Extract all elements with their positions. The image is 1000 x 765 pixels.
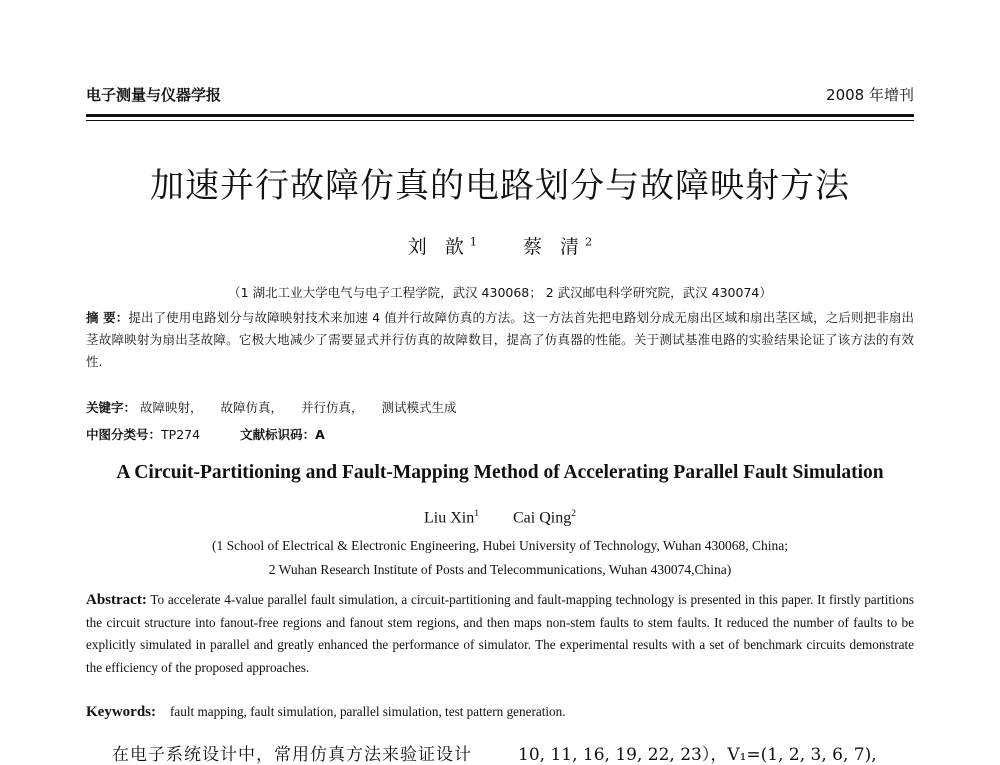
author-cn-1-sup: 1 xyxy=(469,234,477,249)
abstract-cn-text: 提出了使用电路划分与故障映射技术来加速 4 值并行故障仿真的方法。这一方法首先把电路划分成无扇出区域和扇出茎区域，之后则把非扇出茎故障映射为扇出茎故障。它极大地减少了需要显式并行仿真的故障数目，提高了仿真器的性能。关于测试基准电路的实验结果论证了该方法的有效性. xyxy=(86,310,914,369)
abstract-en-label: Abstract: xyxy=(86,592,147,608)
keywords-en-label: Keywords: xyxy=(86,704,156,720)
header-rule-thick xyxy=(86,114,914,117)
keywords-cn xyxy=(86,398,471,416)
abstract-cn xyxy=(86,307,914,373)
author-en-2-sup: 2 xyxy=(571,508,577,519)
classification-line xyxy=(86,425,325,443)
doc-code-value: A xyxy=(315,427,325,442)
abstract-en-text: To accelerate 4-value parallel fault simulation, a circuit-partitioning and fault-mapping technology is presented in this paper. It firstly partitions the circuit structure into fanout-free regions and fanout stem regions, and then maps non-stem faults to stem faults. It reduced the number of faults to be explicitly simulated in parallel and greatly enhanced the performance of simulator. The experimental results with a set of benchmark circuits demonstrate the efficiency of the proposed approaches. xyxy=(86,592,915,675)
authors-cn xyxy=(0,232,1000,259)
header-rule-thin xyxy=(86,120,914,121)
paper-title-en: A Circuit-Partitioning and Fault-Mapping Method of Accelerating Parallel Fault Simulation xyxy=(116,462,884,483)
author-en-1: Liu Xin xyxy=(423,509,475,527)
body-text-right: 10, 11, 16, 19, 22, 23），V₁=(1, 2, 3, 6, 7), xyxy=(518,745,877,765)
journal-name: 电子测量与仪器学报 xyxy=(86,86,222,104)
keyword-cn-item: 测试模式生成 xyxy=(381,400,457,415)
keywords-en-text: fault mapping, fault simulation, parallel simulation, test pattern generation. xyxy=(170,704,566,719)
author-cn-2: 蔡 清 xyxy=(523,236,586,258)
keywords-en xyxy=(86,704,566,721)
affiliation-en-line-2: 2 Wuhan Research Institute of Posts and Telecommunications, Wuhan 430074,China) xyxy=(268,562,732,577)
authors-en xyxy=(0,508,1000,527)
abstract-en xyxy=(86,589,914,679)
author-en-2: Cai Qing xyxy=(513,509,572,527)
affiliation-en-line-1: (1 School of Electrical & Electronic Engineering, Hubei University of Technology, Wuhan 430068, China; xyxy=(212,538,788,553)
affiliation-cn: （1 湖北工业大学电气与电子工程学院，武汉 430068； 2 武汉邮电科学研究院，武汉 430074） xyxy=(228,285,772,300)
keyword-cn-item: 并行仿真， xyxy=(301,400,364,415)
abstract-cn-label: 摘 要： xyxy=(86,310,129,325)
keywords-cn-label: 关键字： xyxy=(86,400,137,415)
clc-value: TP274 xyxy=(161,427,201,442)
author-cn-1: 刘 歆 xyxy=(407,236,470,258)
paper-title-cn: 加速并行故障仿真的电路划分与故障映射方法 xyxy=(150,166,850,206)
keyword-cn-item: 故障仿真， xyxy=(220,400,284,415)
author-en-1-sup: 1 xyxy=(474,508,479,519)
doc-code-label: 文献标识码： xyxy=(240,427,316,442)
clc-label: 中图分类号： xyxy=(86,427,162,442)
author-cn-2-sup: 2 xyxy=(585,234,593,249)
keyword-cn-item: 故障映射， xyxy=(140,400,203,415)
body-text-left: 在电子系统设计中，常用仿真方法来验证设计 xyxy=(112,745,472,765)
issue-label: 2008 年增刊 xyxy=(826,86,914,104)
